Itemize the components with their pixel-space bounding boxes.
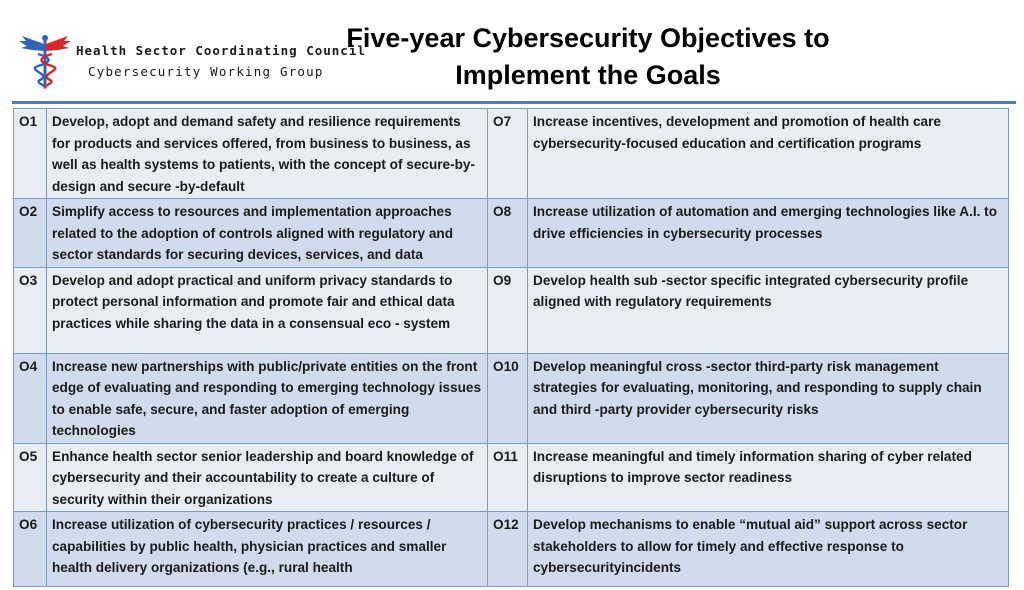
objective-text: Develop and adopt practical and uniform privacy standards to protect personal information and promote fair and ethical data practices while sharing the data in a consensual eco - system: [47, 267, 488, 353]
objective-text: Develop health sub -sector specific integrated cybersecurity profile aligned with regulatory requirements: [528, 267, 1009, 353]
objective-code: O11: [488, 443, 528, 512]
page-title-line-2: Implement the Goals: [455, 60, 721, 90]
table-row: [14, 267, 1009, 353]
org-name: Health Sector Coordinating Council: [76, 43, 366, 58]
objective-code: O10: [488, 353, 528, 443]
objective-text: Increase utilization of cybersecurity practices / resources / capabilities by public health, physician practices and smaller health delivery organizations (e.g., rural health: [47, 512, 488, 587]
objective-text: Increase utilization of automation and emerging technologies like A.I. to drive efficiencies in cybersecurity processes: [528, 199, 1009, 268]
table-row: [14, 353, 1009, 443]
objective-code: O1: [14, 109, 47, 199]
objective-code: O12: [488, 512, 528, 587]
page-title-line-1: Five-year Cybersecurity Objectives to: [346, 23, 830, 53]
caduceus-icon: [18, 32, 74, 92]
objective-code: O5: [14, 443, 47, 512]
objective-code: O8: [488, 199, 528, 268]
hscc-logo: [18, 32, 366, 92]
objective-code: O2: [14, 199, 47, 268]
table-row: [14, 109, 1009, 199]
objectives-table: [13, 108, 1009, 587]
objective-code: O3: [14, 267, 47, 353]
objective-text: Enhance health sector senior leadership and board knowledge of cybersecurity and their accountability to create a culture of security within their organizations: [47, 443, 488, 512]
objective-text: Increase meaningful and timely information sharing of cyber related disruptions to improve sector readiness: [528, 443, 1009, 512]
objective-code: O9: [488, 267, 528, 353]
header-divider: [12, 101, 1016, 104]
objective-code: O6: [14, 512, 47, 587]
table-row: [14, 443, 1009, 512]
page-title: [318, 20, 858, 94]
objective-text: Simplify access to resources and implementation approaches related to the adoption of controls aligned with regulatory and sector standards for securing devices, services, and data: [47, 199, 488, 268]
objective-text: Increase new partnerships with public/private entities on the front edge of evaluating and responding to emerging technology issues to enable safe, secure, and faster adoption of emerging technologies: [47, 353, 488, 443]
objective-text: Develop meaningful cross -sector third-party risk management strategies for evaluating, monitoring, and responding to supply chain and third -party provider cybersecurity risks: [528, 353, 1009, 443]
header: [0, 0, 1024, 104]
objective-code: O4: [14, 353, 47, 443]
table-row: [14, 199, 1009, 268]
table-row: [14, 512, 1009, 587]
objective-text: Develop, adopt and demand safety and resilience requirements for products and services offered, from business to business, as well as health systems to patients, with the concept of secure-by-design and secure -by-default: [47, 109, 488, 199]
objective-code: O7: [488, 109, 528, 199]
objective-text: Increase incentives, development and promotion of health care cybersecurity-focused education and certification programs: [528, 109, 1009, 199]
org-group: Cybersecurity Working Group: [88, 64, 324, 79]
objective-text: Develop mechanisms to enable “mutual aid” support across sector stakeholders to allow for timely and effective response to cybersecurityincidents: [528, 512, 1009, 587]
